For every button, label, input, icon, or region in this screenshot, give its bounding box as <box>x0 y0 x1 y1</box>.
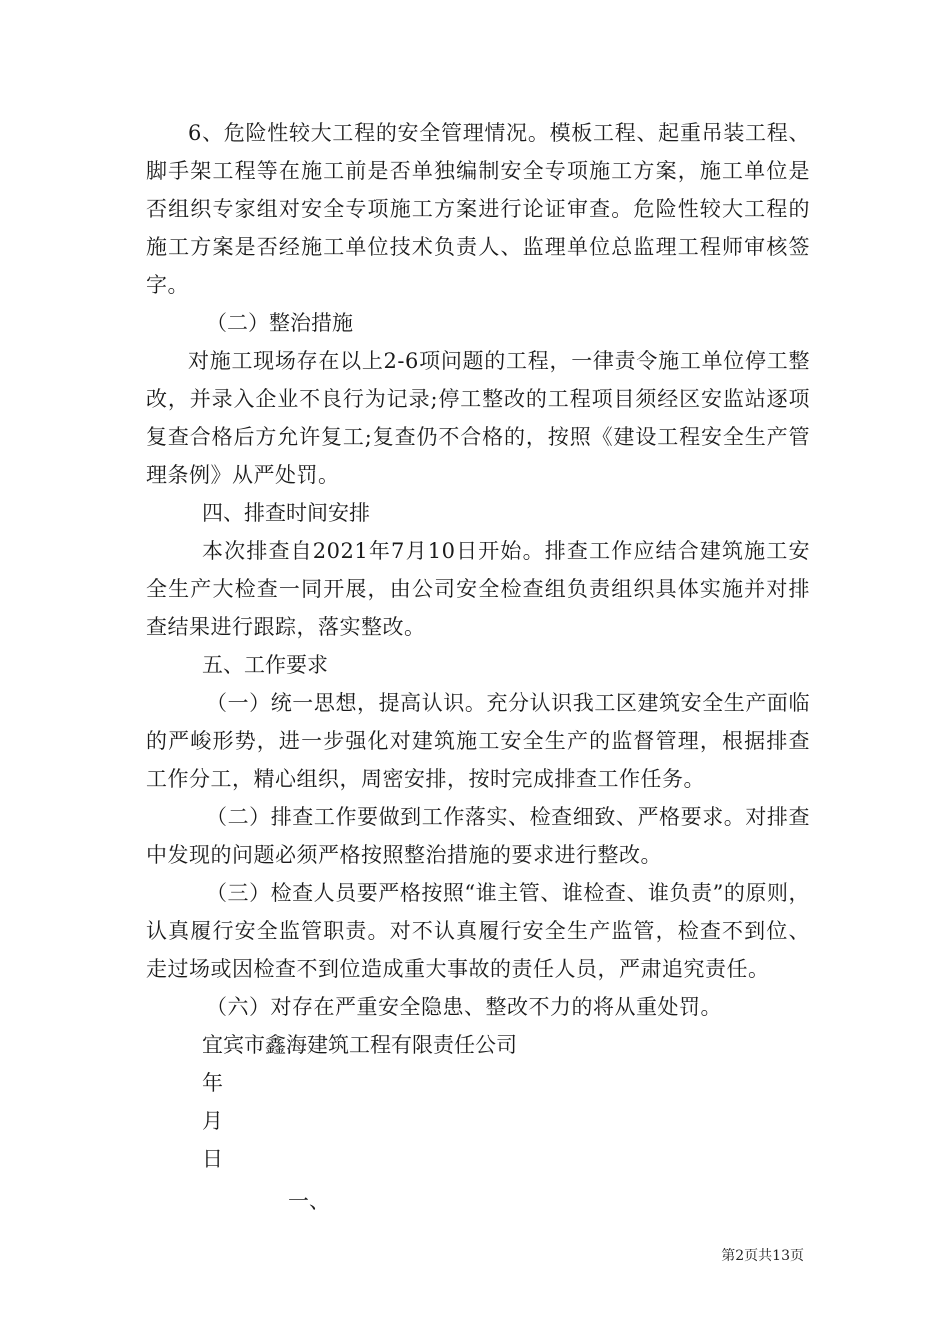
company-name: 宜宾市鑫海建筑工程有限责任公司 <box>202 1033 517 1057</box>
section-heading-schedule: 四、排查时间安排 <box>202 501 370 525</box>
paragraph-requirement-2: （二）排查工作要做到工作落实、检查细致、严格要求。对排查中发现的问题必须严格按照整治措施的要求进行整改。 <box>146 805 810 867</box>
paragraph-measures: 对施工现场存在以上2-6项问题的工程，一律责令施工单位停工整改，并录入企业不良行为记录;停工整改的工程项目须经区安监站逐项复查合格后方允许复工;复查仍不合格的，按照《建设工程安全生产管理条例》从严处罚。 <box>146 349 810 487</box>
paragraph-requirement-1: （一）统一思想，提高认识。充分认识我工区建筑安全生产面临的严峻形势，进一步强化对建筑施工安全生产的监督管理，根据排查工作分工，精心组织，周密安排，按时完成排查工作任务。 <box>146 691 810 791</box>
section-heading-requirements: 五、工作要求 <box>202 653 328 677</box>
paragraph-schedule: 本次排查自2021年7月10日开始。排查工作应结合建筑施工安全生产大检查一同开展，由公司安全检查组负责组织具体实施并对排查结果进行跟踪，落实整改。 <box>146 539 810 639</box>
trailing-numeral: 一、 <box>288 1189 330 1213</box>
date-day: 日 <box>202 1147 223 1171</box>
date-year: 年 <box>202 1071 223 1095</box>
paragraph-requirement-3: （三）检查人员要严格按照“谁主管、谁检查、谁负责”的原则，认真履行安全监管职责。对不认真履行安全生产监管，检查不到位、走过场或因检查不到位造成重大事故的责任人员，严肃追究责任。 <box>146 881 810 981</box>
paragraph-requirement-6: （六）对存在严重安全隐患、整改不力的将从重处罚。 <box>206 995 722 1019</box>
paragraph-item-6: 6、危险性较大工程的安全管理情况。模板工程、起重吊装工程、脚手架工程等在施工前是否单独编制安全专项施工方案，施工单位是否组织专家组对安全专项施工方案进行论证审查。危险性较大工程的施工方案是否经施工单位技术负责人、监理单位总监理工程师审核签字。 <box>146 121 810 297</box>
section-heading-measures: （二）整治措施 <box>206 311 353 335</box>
document-body <box>146 114 810 1220</box>
page-number: 第2页共13页 <box>721 1248 804 1264</box>
date-month: 月 <box>202 1109 223 1133</box>
